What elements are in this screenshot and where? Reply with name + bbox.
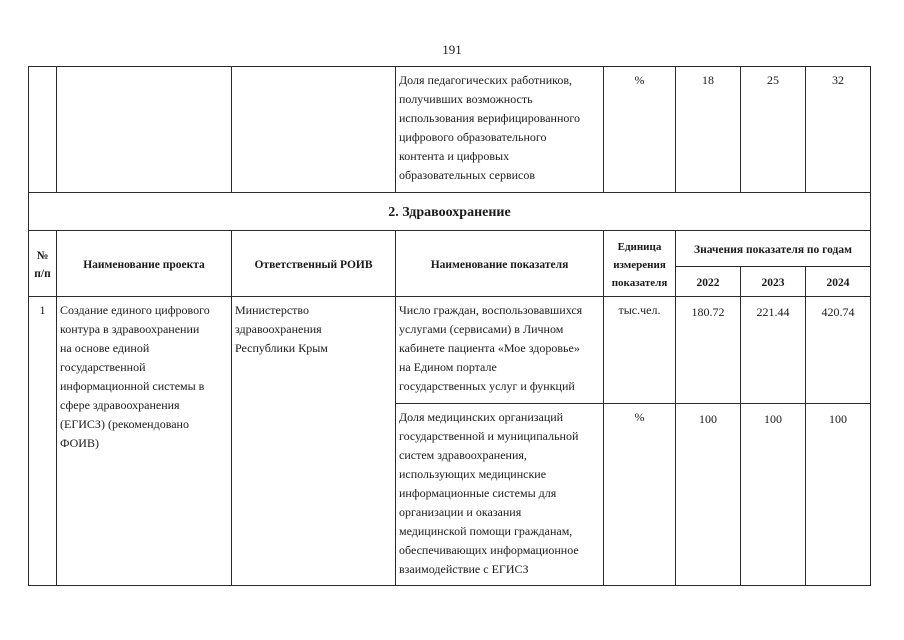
header-project: Наименование проекта: [57, 231, 232, 297]
section-title: 2. Здравоохранение: [29, 193, 871, 231]
value-2024: 420.74: [806, 297, 871, 404]
value-2023: 25: [741, 67, 806, 193]
value-2024: 32: [806, 67, 871, 193]
value-2024: 100: [806, 404, 871, 586]
header-num: № п/п: [29, 231, 57, 297]
indicators-table: [28, 66, 871, 586]
table-row: [29, 297, 871, 404]
row-num: 1: [29, 297, 57, 586]
value-2023: 221.44: [741, 297, 806, 404]
header-roiv: Ответственный РОИВ: [232, 231, 396, 297]
continued-row: [29, 67, 871, 193]
header-row: [29, 231, 871, 267]
header-year-2022: 2022: [676, 267, 741, 297]
empty-num-cell: [29, 67, 57, 193]
header-year-2023: 2023: [741, 267, 806, 297]
section-row: [29, 193, 871, 231]
header-indicator: Наименование показателя: [396, 231, 604, 297]
unit-cell: %: [604, 404, 676, 586]
header-year-2024: 2024: [806, 267, 871, 297]
page-number: 191: [442, 42, 462, 57]
unit-cell: тыс.чел.: [604, 297, 676, 404]
empty-roiv-cell: [232, 67, 396, 193]
value-2023: 100: [741, 404, 806, 586]
indicator-name: Доля медицинских организаций государственной и муниципальной систем здравоохранения, использующих медицинские информационные системы для организации и оказания медицинской помощи гражданам, обеспечивающих информационное взаимодействие с ЕГИСЗ: [396, 404, 604, 586]
header-unit: Единица измерения показателя: [604, 231, 676, 297]
value-2022: 18: [676, 67, 741, 193]
header-values-by-year: Значения показателя по годам: [676, 231, 871, 267]
value-2022: 180.72: [676, 297, 741, 404]
unit-cell: %: [604, 67, 676, 193]
project-name: Создание единого цифрового контура в здравоохранении на основе единой государственной информационной системы в сфере здравоохранения (ЕГИСЗ) (рекомендовано ФОИВ): [57, 297, 232, 586]
indicator-name: Число граждан, воспользовавшихся услугами (сервисами) в Личном кабинете пациента «Мое здоровье» на Едином портале государственных услуг и функций: [396, 297, 604, 404]
value-2022: 100: [676, 404, 741, 586]
empty-project-cell: [57, 67, 232, 193]
indicator-name: Доля педагогических работников, получивших возможность использования верифицированного цифрового образовательного контента и цифровых образовательных сервисов: [396, 67, 604, 193]
responsible-roiv: Министерство здравоохранения Республики Крым: [232, 297, 396, 586]
